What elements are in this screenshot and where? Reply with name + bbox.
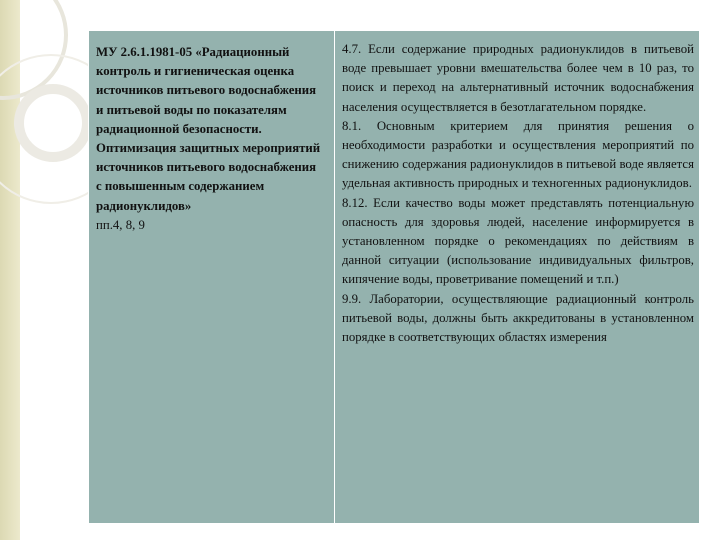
requirement-paragraph: 9.9. Лаборатории, осуществляющие радиационный контроль питьевой воды, должны быть аккредитованы в установленном порядке в соответствующих областях измерения: [342, 291, 694, 345]
requirement-paragraph: 8.12. Если качество воды может представлять потенциальную опасность для здоровья людей, население информируется в установленном порядке о рекомендациях по действиям в данной ситуации (использование индивидуальных фильтров, кипячение воды, проветривание помещений и т.п.): [342, 195, 694, 287]
requirement-paragraph: 4.7. Если содержание природных радионуклидов в питьевой воде превышает уровни вмешательства более чем в 10 раз, то поиск и переход на альтернативный источник водоснабжения населения осуществляется в безотлагательном порядке.: [342, 42, 694, 114]
decorative-ring: [14, 84, 92, 162]
column-divider: [334, 31, 335, 523]
requirement-paragraph: 8.1. Основным критерием для принятия решения о необходимости разработки и осуществления мероприятий по снижению содержания радионуклидов в питьевой воде является удельная активность природных и техногенных радионуклидов.: [342, 118, 694, 191]
document-title: МУ 2.6.1.1981-05 «Радиационный контроль и гигиеническая оценка источников питьевого водоснабжения и питьевой воды по показателям радиационной безопасности. Оптимизация защитных мероприятий источников питьевого водоснабжения с повышенным содержанием радионуклидов»: [96, 45, 321, 213]
regulation-table: [88, 30, 700, 524]
document-points: пп.4, 8, 9: [96, 217, 145, 232]
requirements-cell: [342, 40, 694, 347]
document-reference-cell: [96, 43, 321, 235]
